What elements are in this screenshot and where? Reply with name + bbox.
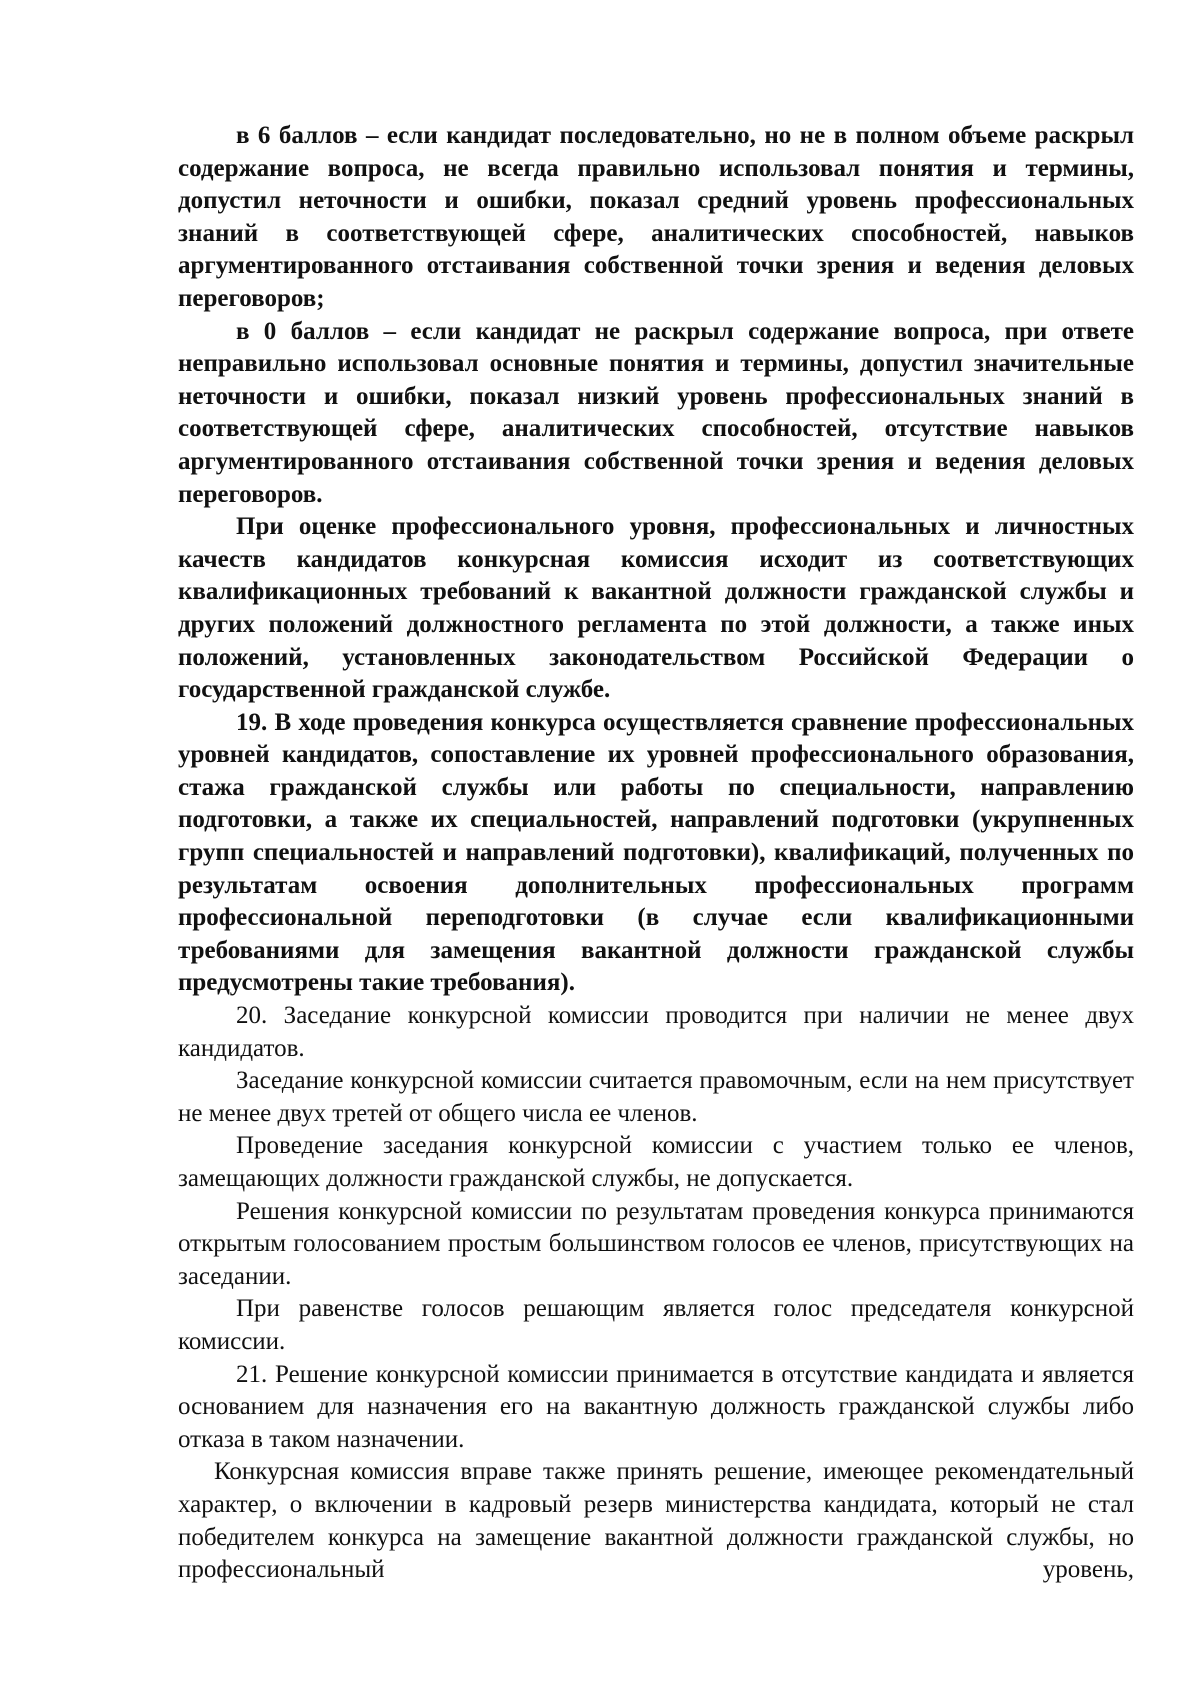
paragraph-reserve: Конкурсная комиссия вправе также принять решение, имеющее рекомендательный характер, о включении в кадровый резерв министерства кандидата, который не стал победителем конкурса на замещение вакантной должности гражданской службы, но профессиональный уровень,: [178, 1458, 1134, 1584]
document-page: [178, 120, 1134, 1587]
paragraph-quorum: Заседание конкурсной комиссии считается правомочным, если на нем присутствует не менее двух третей от общего числа ее членов.: [178, 1067, 1134, 1127]
paragraph-tie-vote: При равенстве голосов решающим является голос председателя конкурсной комиссии.: [178, 1295, 1134, 1355]
paragraph-score-6: в 6 баллов – если кандидат последовательно, но не в полном объеме раскрыл содержание вопроса, не всегда правильно использовал понятия и термины, допустил неточности и ошибки, показал средний уровень профессиональных знаний в соответствующей сфере, аналитических способностей, навыков аргументированного отстаивания собственной точки зрения и ведения деловых переговоров;: [178, 122, 1134, 312]
paragraph-voting: Решения конкурсной комиссии по результатам проведения конкурса принимаются открытым голосованием простым большинством голосов ее членов, присутствующих на заседании.: [178, 1197, 1134, 1290]
paragraph-clause-21: 21. Решение конкурсной комиссии принимается в отсутствие кандидата и является основанием для назначения его на вакантную должность гражданской службы либо отказа в таком назначении.: [178, 1360, 1134, 1453]
paragraph-evaluation-basis: При оценке профессионального уровня, профессиональных и личностных качеств кандидатов конкурсная комиссия исходит из соответствующих квалификационных требований к вакантной должности гражданской службы и других положений должностного регламента по этой должности, а также иных положений, установленных законодательством Российской Федерации о государственной гражданской службе.: [178, 513, 1134, 704]
paragraph-members-only: Проведение заседания конкурсной комиссии с участием только ее членов, замещающих должности гражданской службы, не допускается.: [178, 1132, 1134, 1192]
paragraph-score-0: в 0 баллов – если кандидат не раскрыл содержание вопроса, при ответе неправильно использовал основные понятия и термины, допустил значительные неточности и ошибки, показал низкий уровень профессиональных знаний в соответствующей сфере, аналитических способностей, отсутствие навыков аргументированного отстаивания собственной точки зрения и ведения деловых переговоров.: [178, 317, 1134, 508]
paragraph-clause-20: 20. Заседание конкурсной комиссии проводится при наличии не менее двух кандидатов.: [178, 1002, 1134, 1062]
paragraph-clause-19: 19. В ходе проведения конкурса осуществляется сравнение профессиональных уровней кандидатов, сопоставление их уровней профессионального образования, стажа гражданской службы или работы по специальности, направлению подготовки, а также их специальностей, направлений подготовки (укрупненных групп специальностей и направлений подготовки), квалификаций, полученных по результатам освоения дополнительных профессиональных программ профессиональной переподготовки (в случае если квалификационными требованиями для замещения вакантной должности гражданской службы предусмотрены такие требования).: [178, 708, 1134, 997]
